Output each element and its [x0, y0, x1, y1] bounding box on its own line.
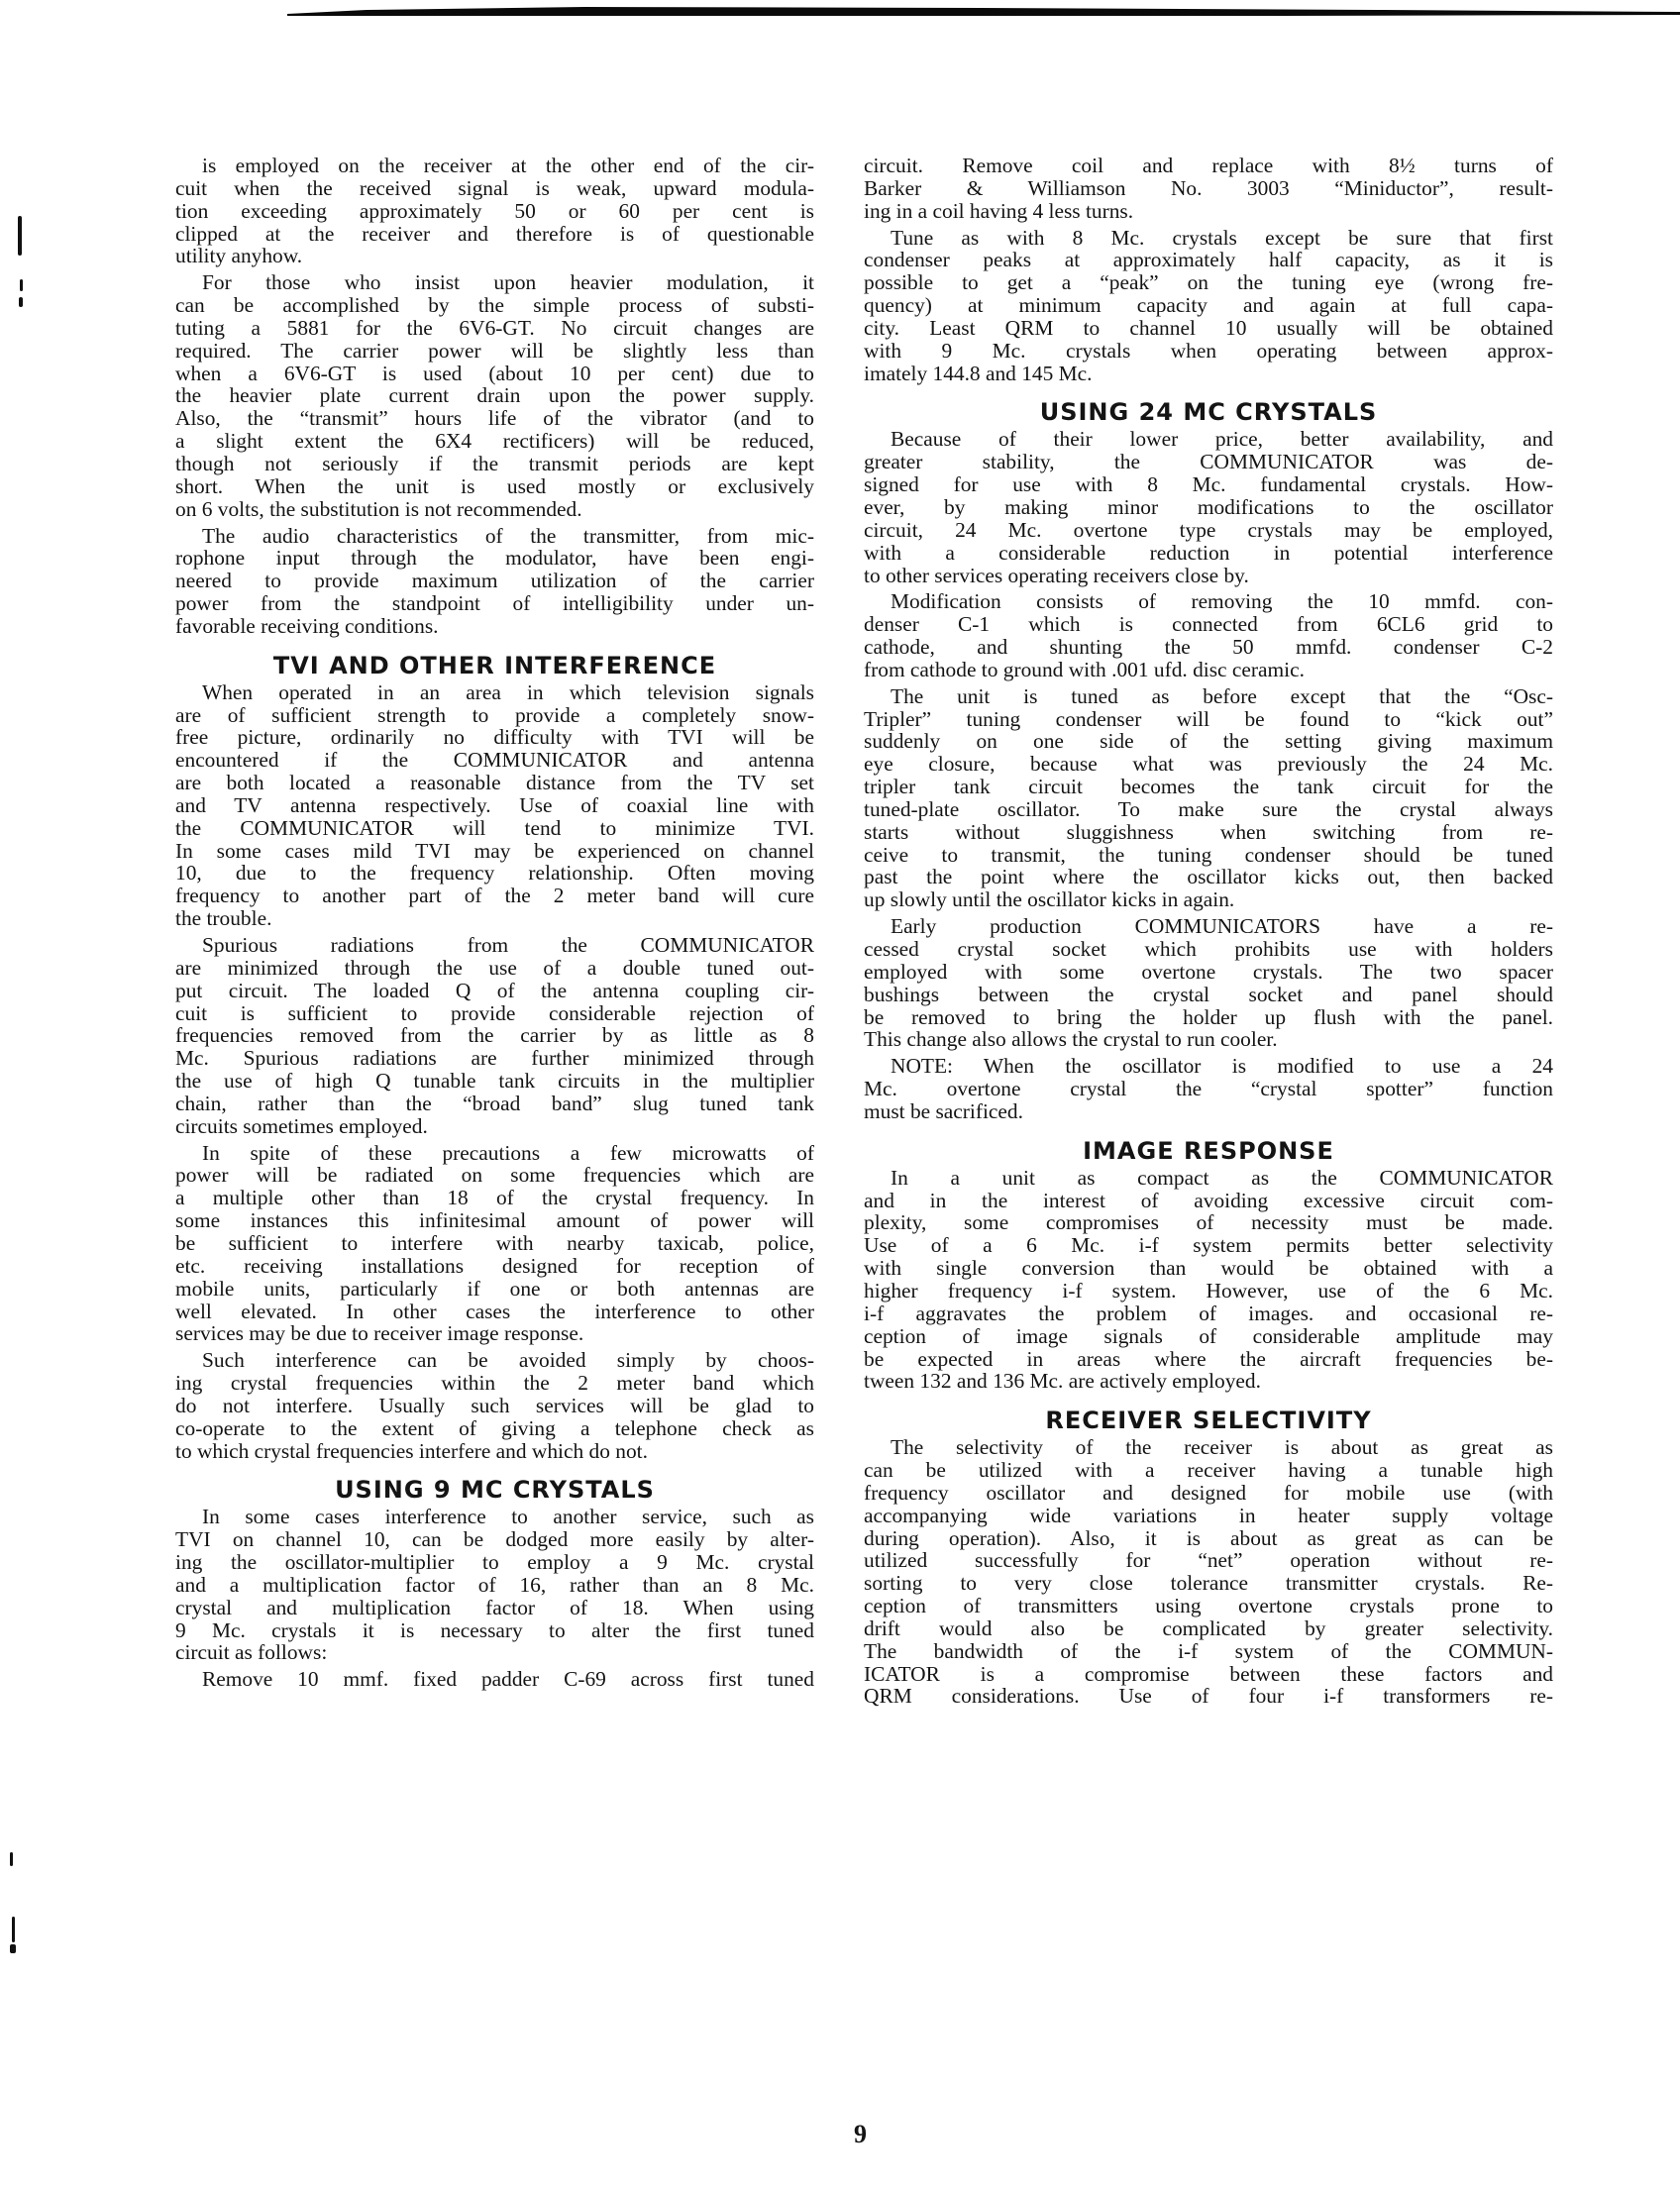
- text-line: can be utilized with a receiver having a tunable high: [864, 1458, 1553, 1483]
- text-line: Modification consists of removing the 10 mmfd. con-: [891, 589, 1553, 614]
- text-line: the trouble.: [175, 906, 272, 931]
- text-line: bushings between the crystal socket and panel should: [864, 982, 1553, 1006]
- section-heading-using-24-mc-crystals: USING 24 MC CRYSTALS: [1039, 398, 1378, 427]
- text-line: required. The carrier power will be slightly less than: [175, 338, 814, 363]
- text-line: For those who insist upon heavier modulation, it: [202, 270, 814, 295]
- text-line: be removed to bring the holder up flush with the panel.: [864, 1004, 1553, 1029]
- paragraph: [864, 1055, 1553, 1123]
- text-line: and a multiplication factor of 16, rather than an 8 Mc.: [175, 1572, 814, 1597]
- text-line: circuit as follows:: [175, 1640, 328, 1665]
- text-line: tuting a 5881 for the 6V6-GT. No circuit changes are: [175, 315, 814, 340]
- text-line: drift would also be complicated by greater selectivity.: [864, 1616, 1553, 1640]
- text-line: is employed on the receiver at the other end of the cir-: [202, 154, 814, 177]
- text-line: ever, by making minor modifications to the oscillator: [864, 494, 1553, 519]
- text-line: greater stability, the COMMUNICATOR was de-: [864, 450, 1553, 474]
- left-column: [175, 155, 814, 1691]
- text-line: clipped at the receiver and therefore is of questionable: [175, 221, 814, 246]
- binding-mark: [10, 1944, 16, 1953]
- text-line: with 9 Mc. crystals when operating between approx-: [864, 338, 1553, 363]
- text-line: The selectivity of the receiver is about as great as: [891, 1435, 1553, 1460]
- text-line: from cathode to ground with .001 ufd. disc ceramic.: [864, 657, 1305, 681]
- paragraph: [864, 227, 1553, 385]
- text-line: the use of high Q tunable tank circuits in the multiplier: [175, 1069, 814, 1094]
- text-line: services may be due to receiver image response.: [175, 1321, 584, 1346]
- text-line: In a unit as compact as the COMMUNICATOR: [891, 1165, 1553, 1190]
- text-line: well elevated. In other cases the interference to other: [175, 1299, 814, 1323]
- text-line: rophone input through the modulator, have been engi-: [175, 546, 814, 571]
- text-line: cuit when the received signal is weak, upward modula-: [175, 175, 814, 200]
- text-line: free picture, ordinarily no difficulty with TVI will be: [175, 725, 814, 750]
- text-line: ing crystal frequencies within the 2 meter band which: [175, 1371, 814, 1396]
- text-line: some instances this infinitesimal amount of power will: [175, 1208, 814, 1233]
- text-line: though not seriously if the transmit periods are kept: [175, 451, 814, 475]
- text-line: 9 Mc. crystals it is necessary to alter the first tuned: [175, 1617, 814, 1642]
- text-line: utilized successfully for “net” operation without re-: [864, 1548, 1553, 1573]
- text-line: This change also allows the crystal to run cooler.: [864, 1027, 1278, 1052]
- section-heading-using-9-mc-crystals: USING 9 MC CRYSTALS: [335, 1476, 655, 1505]
- text-line: to which crystal frequencies interfere and which do not.: [175, 1438, 648, 1463]
- text-line: cuit is sufficient to provide considerable rejection of: [175, 1000, 814, 1025]
- text-line: ception of transmitters using overtone crystals prone to: [864, 1594, 1553, 1618]
- text-line: frequency oscillator and designed for mobile use (with: [864, 1480, 1553, 1505]
- text-line: Early production COMMUNICATORS have a re-: [891, 914, 1553, 939]
- paragraph: [864, 428, 1553, 586]
- text-line: when a 6V6-GT is used (about 10 per cent) due to: [175, 361, 814, 385]
- text-line: with single conversion than would be obtained with a: [864, 1256, 1553, 1281]
- text-line: quency) at minimum capacity and again at full capa-: [864, 293, 1553, 318]
- text-line: and in the interest of avoiding excessive circuit com-: [864, 1188, 1553, 1212]
- text-line: TVI on channel 10, can be dodged more easily by alter-: [175, 1527, 814, 1552]
- text-line: eye closure, because what was previously the 24 Mc.: [864, 752, 1553, 777]
- page-number: 9: [854, 2120, 867, 2148]
- paragraph: [864, 1167, 1553, 1393]
- paragraph: [175, 681, 814, 930]
- text-line: plexity, some compromises of necessity must be made.: [864, 1210, 1553, 1235]
- text-line: possible to get a “peak” on the tuning eye (wrong fre-: [864, 270, 1553, 295]
- text-line: chain, rather than the “broad band” slug tuned tank: [175, 1091, 814, 1115]
- top-rule: [287, 4, 1680, 14]
- text-line: ICATOR is a compromise between these factors and: [864, 1661, 1553, 1686]
- text-line: signed for use with 8 Mc. fundamental crystals. How-: [864, 472, 1553, 497]
- paragraph: [175, 934, 814, 1138]
- section-heading-receiver-selectivity: RECEIVER SELECTIVITY: [1045, 1407, 1372, 1435]
- text-line: are both located a reasonable distance from the TV set: [175, 771, 814, 795]
- text-line: QRM considerations. Use of four i-f transformers re-: [864, 1684, 1553, 1709]
- paragraph: [864, 915, 1553, 1051]
- text-line: Mc. overtone crystal the “crystal spotter” function: [864, 1077, 1553, 1101]
- text-line: 10, due to the frequency relationship. Often moving: [175, 861, 814, 886]
- text-line: short. When the unit is used mostly or exclusively: [175, 473, 814, 498]
- text-line: circuit. Remove coil and replace with 8½ turns of: [864, 154, 1553, 177]
- text-line: frequencies removed from the carrier by as little as 8: [175, 1023, 814, 1048]
- text-line: encountered if the COMMUNICATOR and antenna: [175, 748, 814, 773]
- text-line: power will be radiated on some frequencies which are: [175, 1163, 814, 1188]
- text-line: tuned-plate oscillator. To make sure the crystal always: [864, 796, 1553, 821]
- text-line: cathode, and shunting the 50 mmfd. condenser C-2: [864, 635, 1553, 660]
- text-line: and TV antenna respectively. Use of coaxial line with: [175, 792, 814, 817]
- text-line: the COMMUNICATOR will tend to minimize TVI.: [175, 815, 814, 840]
- text-line: must be sacrificed.: [864, 1098, 1023, 1123]
- text-line: In some cases interference to another service, such as: [202, 1505, 814, 1529]
- text-line: sorting to very close tolerance transmitter crystals. Re-: [864, 1571, 1553, 1596]
- section-heading-tvi-and-other-interference: TVI AND OTHER INTERFERENCE: [272, 651, 717, 679]
- text-line: When operated in an area in which television signals: [202, 679, 814, 704]
- text-line: up slowly until the oscillator kicks in again.: [864, 887, 1235, 912]
- text-line: mobile units, particularly if one or both antennas are: [175, 1276, 814, 1301]
- section-heading-image-response: IMAGE RESPONSE: [1083, 1136, 1334, 1165]
- text-line: Such interference can be avoided simply by choos-: [202, 1348, 814, 1373]
- text-line: are of sufficient strength to provide a completely snow-: [175, 702, 814, 727]
- text-line: Tripler” tuning condenser will be found to “kick out”: [864, 706, 1553, 731]
- text-line: employed with some overtone crystals. The two spacer: [864, 959, 1553, 984]
- text-line: be expected in areas where the aircraft frequencies be-: [864, 1346, 1553, 1371]
- paragraph: [175, 1142, 814, 1346]
- text-line: the heavier plate current drain upon the power supply.: [175, 383, 814, 408]
- paragraph: [175, 1506, 814, 1664]
- text-line: higher frequency i-f system. However, use of the 6 Mc.: [864, 1278, 1553, 1303]
- text-line: are minimized through the use of a double tuned out-: [175, 955, 814, 980]
- text-line: circuits sometimes employed.: [175, 1113, 428, 1138]
- text-line: The bandwidth of the i-f system of the COMMUN-: [864, 1638, 1553, 1663]
- text-line: Because of their lower price, better availability, and: [891, 427, 1553, 452]
- text-line: In some cases mild TVI may be experienced on channel: [175, 838, 814, 863]
- text-line: tween 132 and 136 Mc. are actively employed.: [864, 1369, 1261, 1394]
- text-line: be sufficient to interfere with nearby taxicab, police,: [175, 1230, 814, 1255]
- text-line: starts without sluggishness when switching from re-: [864, 819, 1553, 844]
- text-line: Also, the “transmit” hours life of the vibrator (and to: [175, 406, 814, 431]
- text-line: tripler tank circuit becomes the tank circuit for the: [864, 775, 1553, 799]
- text-line: ceive to transmit, the tuning condenser should be tuned: [864, 842, 1553, 867]
- text-line: The audio characteristics of the transmitter, from mic-: [202, 523, 814, 548]
- paragraph: [864, 155, 1553, 223]
- text-line: Mc. Spurious radiations are further minimized through: [175, 1046, 814, 1071]
- paragraph: [175, 1349, 814, 1462]
- right-column: [864, 155, 1553, 1708]
- binding-mark: [12, 1917, 15, 1942]
- text-line: Spurious radiations from the COMMUNICATOR: [202, 933, 814, 957]
- text-line: etc. receiving installations designed for reception of: [175, 1253, 814, 1278]
- binding-mark: [10, 1852, 13, 1866]
- text-line: utility anyhow.: [175, 244, 303, 268]
- text-line: city. Least QRM to channel 10 usually will be obtained: [864, 315, 1553, 340]
- binding-mark: [20, 279, 23, 291]
- text-line: Remove 10 mmf. fixed padder C-69 across first tuned: [202, 1667, 814, 1692]
- text-line: ception of image signals of considerable amplitude may: [864, 1323, 1553, 1348]
- text-line: denser C-1 which is connected from 6CL6 grid to: [864, 612, 1553, 637]
- text-line: do not interfere. Usually such services will be glad to: [175, 1393, 814, 1417]
- text-line: favorable receiving conditions.: [175, 613, 439, 638]
- paragraph: [864, 1436, 1553, 1708]
- paragraph: [175, 155, 814, 267]
- text-line: tion exceeding approximately 50 or 60 per cent is: [175, 198, 814, 223]
- text-line: with a considerable reduction in potential interference: [864, 540, 1553, 565]
- text-line: Tune as with 8 Mc. crystals except be sure that first: [891, 225, 1553, 250]
- text-line: past the point where the oscillator kicks out, then backed: [864, 865, 1553, 889]
- paragraph: [175, 1668, 814, 1691]
- text-line: crystal and multiplication factor of 18. When using: [175, 1595, 814, 1619]
- paragraph: [175, 525, 814, 638]
- text-line: co-operate to the extent of giving a telephone check as: [175, 1415, 814, 1440]
- text-line: ing in a coil having 4 less turns.: [864, 198, 1134, 223]
- text-line: neered to provide maximum utilization of the carrier: [175, 569, 814, 593]
- text-line: circuit, 24 Mc. overtone type crystals may be employed,: [864, 517, 1553, 542]
- text-line: power from the standpoint of intelligibility under un-: [175, 591, 814, 616]
- text-line: condenser peaks at approximately half capacity, as it is: [864, 248, 1553, 272]
- text-line: can be accomplished by the simple process of substi-: [175, 293, 814, 318]
- paragraph: [864, 685, 1553, 911]
- text-line: accompanying wide variations in heater supply voltage: [864, 1503, 1553, 1527]
- binding-mark: [18, 216, 22, 256]
- text-line: suddenly on one side of the setting giving maximum: [864, 729, 1553, 754]
- text-line: to other services operating receivers close by.: [864, 563, 1249, 587]
- text-line: on 6 volts, the substitution is not recommended.: [175, 496, 582, 521]
- text-line: In spite of these precautions a few microwatts of: [202, 1140, 814, 1165]
- text-line: frequency to another part of the 2 meter band will cure: [175, 884, 814, 908]
- binding-mark: [19, 297, 23, 307]
- text-line: ing the oscillator-multiplier to employ a 9 Mc. crystal: [175, 1550, 814, 1575]
- text-line: The unit is tuned as before except that the “Osc-: [891, 683, 1553, 708]
- paragraph: [864, 590, 1553, 680]
- paragraph: [175, 271, 814, 520]
- text-line: Barker & Williamson No. 3003 “Miniductor”, result-: [864, 175, 1553, 200]
- text-line: cessed crystal socket which prohibits use with holders: [864, 937, 1553, 961]
- text-line: during operation). Also, it is about as great as can be: [864, 1525, 1553, 1550]
- text-line: Use of a 6 Mc. i-f system permits better selectivity: [864, 1233, 1553, 1258]
- text-line: NOTE: When the oscillator is modified to use a 24: [891, 1054, 1553, 1079]
- text-line: i-f aggravates the problem of images. and occasional re-: [864, 1301, 1553, 1325]
- text-line: imately 144.8 and 145 Mc.: [864, 361, 1093, 385]
- text-line: put circuit. The loaded Q of the antenna coupling cir-: [175, 978, 814, 1002]
- text-line: a slight extent the 6X4 rectificers) will be reduced,: [175, 429, 814, 454]
- text-line: a multiple other than 18 of the crystal frequency. In: [175, 1186, 814, 1210]
